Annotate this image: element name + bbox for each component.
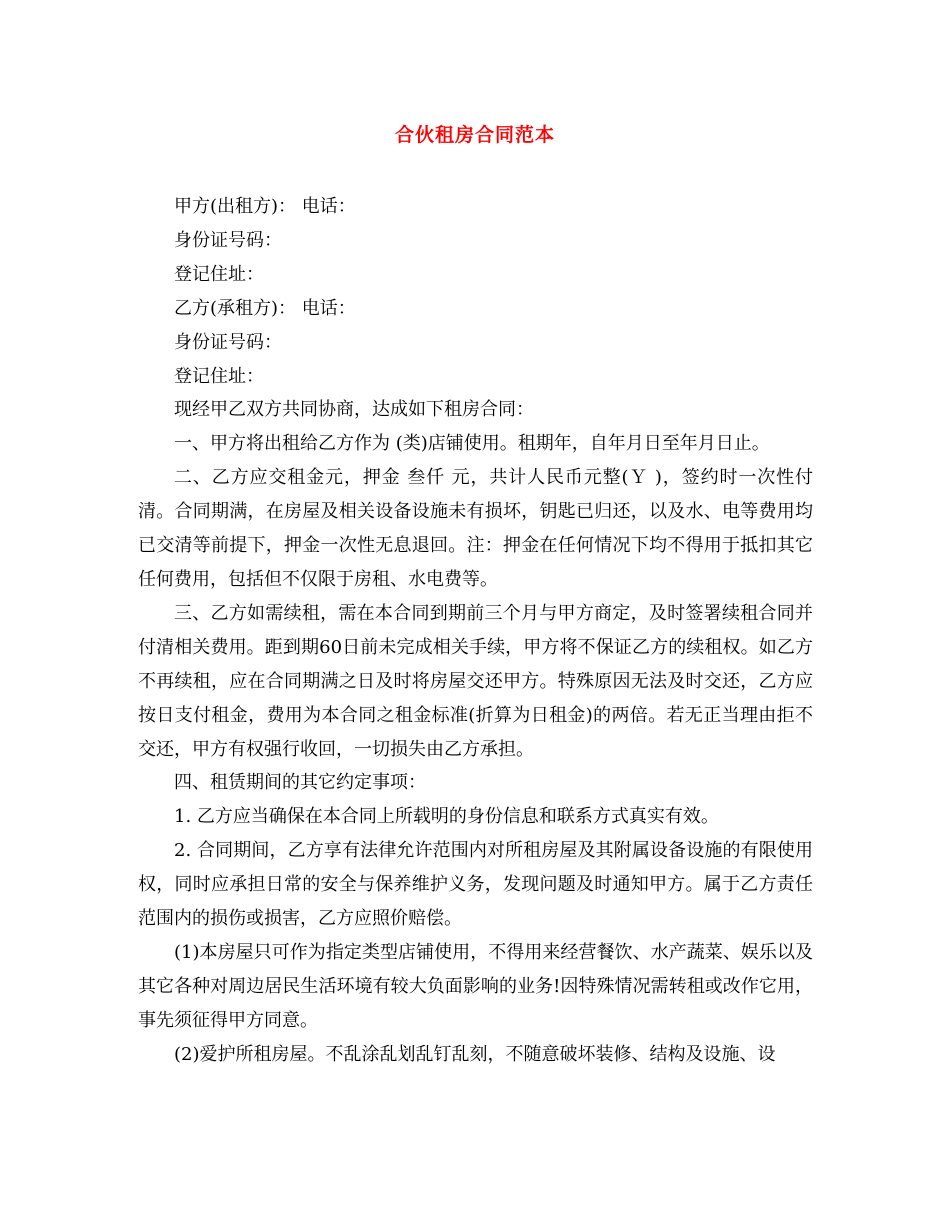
clause-1-paragraph: 一、甲方将出租给乙方作为 (类)店铺使用。租期年，自年月日至年月日止。 (174, 433, 770, 455)
party-a-id-line: 身份证号码： (174, 229, 282, 251)
clause-4-heading: 四、租赁期间的其它约定事项： (174, 772, 426, 794)
document-title: 合伙租房合同范本 (394, 124, 555, 146)
party-b-line: 乙方(承租方)： 电话： (174, 297, 356, 319)
party-b-id-line: 身份证号码： (174, 331, 282, 353)
party-b-address-line: 登记住址： (174, 365, 264, 387)
document-body (138, 190, 813, 1072)
clause-4-subitem-2: (2)爱护所租房屋。不乱涂乱划乱钉乱刻，不随意破坏装修、结构及设施、设 (174, 1043, 776, 1065)
clause-4-item-1: 1. 乙方应当确保在本合同上所载明的身份信息和联系方式真实有效。 (174, 806, 719, 828)
clause-4-item-2: 2. 合同期间，乙方享有法律允许范围内对所租房屋及其附属设备设施的有限使用权，同时应承担日常的安全与保养维护义务，发现问题及时通知甲方。属于乙方责任范围内的损伤或损害，乙方应照价赔偿。 (138, 840, 813, 930)
party-a-line: 甲方(出租方)： 电话： (174, 196, 356, 217)
preamble-paragraph: 现经甲乙双方共同协商，达成如下租房合同： (174, 399, 534, 421)
clause-3-paragraph: 三、乙方如需续租，需在本合同到期前三个月与甲方商定，及时签署续租合同并付清相关费用。距到期60日前未完成相关手续，甲方将不保证乙方的续租权。如乙方不再续租，应在合同期满之日及时将房屋交还甲方。特殊原因无法及时交还，乙方应按日支付租金，费用为本合同之租金标准(折算为日租金)的两倍。若无正当理由拒不交还，甲方有权强行收回，一切损失由乙方承担。 (138, 602, 813, 760)
clause-2-paragraph: 二、乙方应交租金元，押金 叁仟 元，共计人民币元整(Ｙ )，签约时一次性付清。合同期满，在房屋及相关设备设施未有损坏，钥匙已归还，以及水、电等费用均已交清等前提下，押金一次性无息退回。注：押金在任何情况下均不得用于抵扣其它任何费用，包括但不仅限于房租、水电费等。 (138, 467, 813, 590)
clause-4-subitem-1: (1)本房屋只可作为指定类型店铺使用，不得用来经营餐饮、水产蔬菜、娱乐以及其它各种对周边居民生活环境有较大负面影响的业务!因特殊情况需转租或改作它用，事先须征得甲方同意。 (138, 941, 813, 1031)
party-a-address-line: 登记住址： (174, 263, 264, 285)
